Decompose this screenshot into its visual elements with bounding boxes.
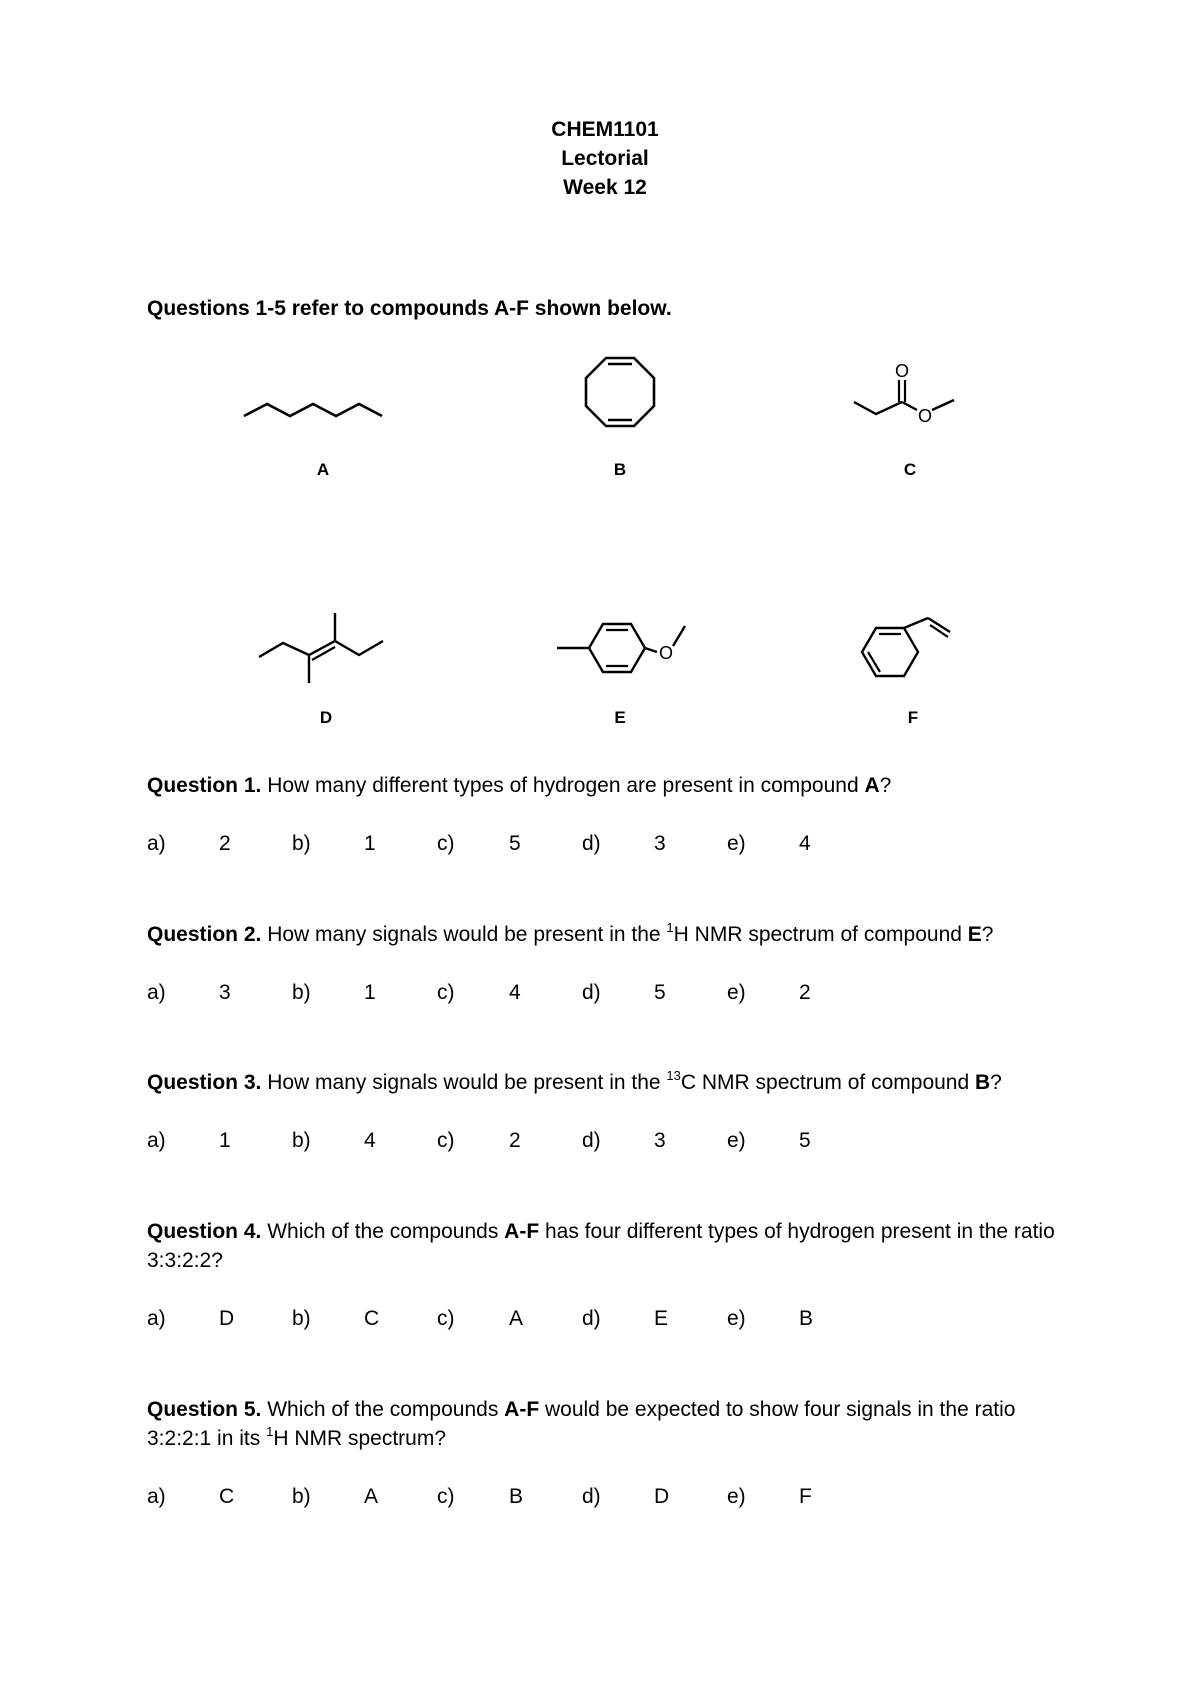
question-1-options — [147, 832, 847, 862]
option-letter[interactable]: b) — [292, 1307, 311, 1330]
option-letter[interactable]: b) — [292, 1129, 311, 1152]
compound-b-structure — [578, 350, 662, 434]
compound-b-label: B — [613, 460, 627, 479]
option-letter[interactable]: d) — [582, 1485, 601, 1508]
compound-a-structure — [240, 390, 400, 430]
option-value[interactable]: C — [219, 1485, 235, 1508]
option-value[interactable]: A — [364, 1485, 379, 1508]
compound-e-structure — [555, 612, 705, 682]
question-5: Question 5. Which of the compounds A-F would be expected to show four signals in the ratio 3:2:2:1 in its $^1$H NMR spectrum? — [147, 1398, 1016, 1450]
week-label: Week 12 — [563, 176, 647, 199]
option-value[interactable]: 2 — [509, 1129, 521, 1152]
option-letter[interactable]: a) — [147, 1485, 166, 1508]
option-letter[interactable]: d) — [582, 832, 601, 855]
option-letter[interactable]: d) — [582, 1129, 601, 1152]
option-value[interactable]: 1 — [219, 1129, 231, 1152]
option-letter[interactable]: e) — [727, 981, 746, 1004]
option-letter[interactable]: e) — [727, 1485, 746, 1508]
question-4: Question 4. Which of the compounds A-F has four different types of hydrogen present in the ratio 3:3:2:2? — [147, 1220, 1055, 1272]
option-value[interactable]: 5 — [654, 981, 666, 1004]
option-value[interactable]: F — [799, 1485, 812, 1508]
course-code: CHEM1101 — [551, 118, 659, 141]
option-value[interactable]: D — [219, 1307, 235, 1330]
option-letter[interactable]: e) — [727, 1307, 746, 1330]
option-value[interactable]: 3 — [654, 832, 666, 855]
compound-e-label: E — [614, 708, 626, 727]
session-type: Lectorial — [561, 147, 649, 170]
option-value[interactable]: 1 — [364, 981, 376, 1004]
option-value[interactable]: 3 — [654, 1129, 666, 1152]
option-letter[interactable]: e) — [727, 832, 746, 855]
compound-a-label: A — [316, 460, 330, 479]
intro-text: Questions 1-5 refer to compounds A-F shown below. — [147, 297, 672, 320]
ester-oxygen-label: O — [917, 406, 933, 426]
ether-oxygen-label: O — [658, 643, 674, 663]
question-5-options — [147, 1485, 847, 1515]
option-value[interactable]: 4 — [799, 832, 811, 855]
option-letter[interactable]: e) — [727, 1129, 746, 1152]
compound-d-label: D — [319, 708, 333, 727]
option-letter[interactable]: b) — [292, 981, 311, 1004]
option-letter[interactable]: a) — [147, 981, 166, 1004]
option-letter[interactable]: c) — [437, 981, 455, 1004]
compound-d-structure — [255, 605, 395, 685]
option-value[interactable]: 3 — [219, 981, 231, 1004]
option-value[interactable]: B — [799, 1307, 814, 1330]
option-letter[interactable]: c) — [437, 832, 455, 855]
option-letter[interactable]: b) — [292, 1485, 311, 1508]
carbonyl-oxygen-label: O — [894, 361, 910, 381]
option-value[interactable]: A — [509, 1307, 524, 1330]
compound-c-structure — [850, 360, 960, 432]
option-value[interactable]: 4 — [509, 981, 521, 1004]
option-letter[interactable]: d) — [582, 981, 601, 1004]
option-letter[interactable]: a) — [147, 1307, 166, 1330]
option-letter[interactable]: a) — [147, 1129, 166, 1152]
question-2-options — [147, 981, 847, 1011]
option-value[interactable]: 2 — [799, 981, 811, 1004]
option-value[interactable]: 4 — [364, 1129, 376, 1152]
compound-c-label: C — [903, 460, 917, 479]
option-letter[interactable]: b) — [292, 832, 311, 855]
question-4-options — [147, 1307, 847, 1337]
option-letter[interactable]: c) — [437, 1485, 455, 1508]
option-value[interactable]: B — [509, 1485, 524, 1508]
option-value[interactable]: E — [654, 1307, 669, 1330]
question-3-options — [147, 1129, 847, 1159]
option-value[interactable]: 1 — [364, 832, 376, 855]
question-3: Question 3. How many signals would be present in the $^{13}$C NMR spectrum of compound B? — [147, 1068, 1002, 1094]
question-2: Question 2. How many signals would be present in the $^1$H NMR spectrum of compound E? — [147, 920, 994, 946]
compound-f-label: F — [907, 708, 919, 727]
option-letter[interactable]: d) — [582, 1307, 601, 1330]
option-value[interactable]: C — [364, 1307, 380, 1330]
compound-f-structure — [850, 612, 970, 692]
option-value[interactable]: 5 — [509, 832, 521, 855]
option-letter[interactable]: a) — [147, 832, 166, 855]
option-value[interactable]: 5 — [799, 1129, 811, 1152]
option-value[interactable]: 2 — [219, 832, 231, 855]
option-letter[interactable]: c) — [437, 1129, 455, 1152]
option-value[interactable]: D — [654, 1485, 670, 1508]
option-letter[interactable]: c) — [437, 1307, 455, 1330]
question-1: Question 1. How many different types of hydrogen are present in compound A? — [147, 774, 892, 797]
